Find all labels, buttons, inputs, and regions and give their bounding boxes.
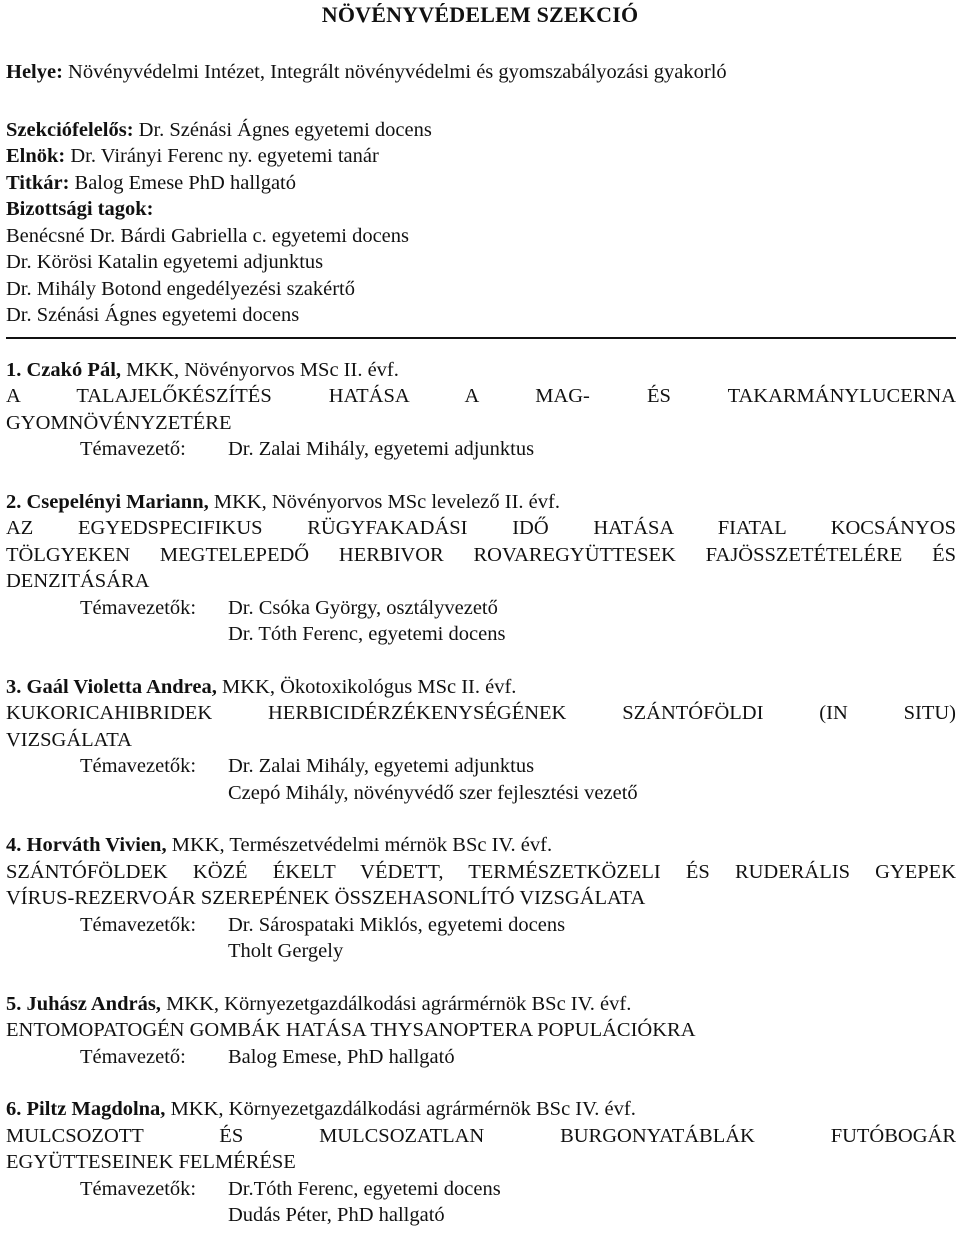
supervisor-name: Dr.Tóth Ferenc, egyetemi docens [228, 1177, 501, 1200]
supervisor-line [6, 1176, 954, 1203]
presentation-entry [6, 489, 954, 648]
supervisor-label: Témavezető: [80, 438, 186, 460]
presentation-list [6, 339, 954, 1229]
supervisor-name: Dr. Zalai Mihály, egyetemi adjunktus [228, 438, 535, 460]
presenter-name: 3. Gaál Violetta Andrea, [6, 675, 217, 698]
presentation-title-line: TÖLGYEKEN MEGTELEPEDŐ HERBIVOR ROVAREGYÜTTESEK FAJÖSSZETÉTELÉRE ÉS [6, 543, 956, 566]
committee-member: Dr. Szénási Ágnes egyetemi docens [6, 304, 300, 326]
supervisor-line [6, 595, 954, 622]
supervisor-line [6, 436, 954, 463]
presenter-line [6, 991, 954, 1018]
presenter-line [6, 1096, 954, 1123]
supervisor-name: Dr. Tóth Ferenc, egyetemi docens [228, 623, 506, 645]
presentation-title-line: A TALAJELŐKÉSZÍTÉS HATÁSA A MAG- ÉS TAKARMÁNYLUCERNA [6, 385, 956, 407]
supervisor-name: Czepó Mihály, növényvédő szer fejlesztési vezető [228, 781, 638, 804]
presenter-name: 1. Czakó Pál, [6, 358, 122, 381]
supervisor-label: Témavezetők: [80, 913, 197, 936]
presenter-details: MKK, Ökotoxikológus MSc II. évf. [216, 675, 517, 698]
presenter-line [6, 489, 954, 516]
supervisor-label: Témavezetők: [80, 755, 197, 777]
venue-value: Növényvédelmi Intézet, Integrált növényvédelmi és gyomszabályozási gyakorló [62, 61, 727, 83]
presenter-details: MKK, Növényorvos MSc levelező II. évf. [208, 490, 560, 513]
presentation-title-line: GYOMNÖVÉNYZETÉRE [6, 411, 232, 434]
supervisor-label: Témavezetők: [80, 596, 197, 619]
presentation-entry [6, 832, 954, 965]
committee-member: Benécsné Dr. Bárdi Gabriella c. egyetemi docens [6, 224, 410, 247]
supervisor-line [6, 1044, 954, 1071]
members-label: Bizottsági tagok: [6, 198, 154, 220]
presentation-title-line: VIZSGÁLATA [6, 728, 132, 751]
supervisor-name: Dr. Sárospataki Miklós, egyetemi docens [228, 913, 566, 936]
presentation-title-line: KUKORICAHIBRIDEK HERBICIDÉRZÉKENYSÉGÉNEK SZÁNTÓFÖLDI (IN SITU) [6, 702, 956, 724]
presenter-line [6, 832, 954, 859]
chair-value: Dr. Virányi Ferenc ny. egyetemi tanár [65, 145, 379, 167]
responsible-line [6, 117, 954, 144]
presenter-line [6, 357, 954, 384]
supervisor-line [6, 912, 954, 939]
supervisor-line [6, 753, 954, 780]
presentation-title-line: ENTOMOPATOGÉN GOMBÁK HATÁSA THYSANOPTERA POPULÁCIÓKRA [6, 1019, 696, 1041]
secretary-label: Titkár: [6, 171, 70, 194]
presenter-details: MKK, Környezetgazdálkodási agrármérnök BSc IV. évf. [165, 1098, 636, 1120]
committee-member: Dr. Mihály Botond engedélyezési szakértő [6, 277, 355, 300]
secretary-value: Balog Emese PhD hallgató [69, 171, 297, 194]
presentation-entry [6, 991, 954, 1071]
presenter-name: 5. Juhász András, [6, 992, 161, 1015]
presentation-entry [6, 674, 954, 807]
presentation-title-line: DENZITÁSÁRA [6, 570, 150, 592]
venue-line [6, 59, 954, 86]
presentation-entry [6, 1096, 954, 1229]
supervisor-name: Balog Emese, PhD hallgató [228, 1045, 455, 1068]
presenter-name: 2. Csepelényi Mariann, [6, 490, 209, 513]
venue-label: Helye: [6, 61, 63, 83]
secretary-line [6, 170, 954, 197]
presenter-name: 6. Piltz Magdolna, [6, 1098, 166, 1120]
chair-label: Elnök: [6, 145, 66, 167]
responsible-value: Dr. Szénási Ágnes egyetemi docens [133, 118, 432, 141]
presentation-title-line: VÍRUS-REZERVOÁR SZEREPÉNEK ÖSSZEHASONLÍTÓ VIZSGÁLATA [6, 887, 646, 909]
section-heading: NÖVÉNYVÉDELEM SZEKCIÓ [321, 2, 639, 27]
committee-member: Dr. Körösi Katalin egyetemi adjunktus [6, 251, 324, 273]
responsible-label: Szekciófelelős: [6, 118, 134, 141]
presentation-title-line: EGYÜTTESEINEK FELMÉRÉSE [6, 1151, 296, 1173]
presenter-details: MKK, Növényorvos MSc II. évf. [121, 358, 399, 381]
presenter-details: MKK, Környezetgazdálkodási agrármérnök BSc IV. évf. [160, 992, 632, 1015]
supervisor-name: Tholt Gergely [228, 940, 344, 962]
presenter-name: 4. Horváth Vivien, [6, 834, 167, 856]
supervisor-name: Dr. Zalai Mihály, egyetemi adjunktus [228, 755, 535, 777]
supervisor-name: Dudás Péter, PhD hallgató [228, 1204, 445, 1226]
presentation-entry [6, 357, 954, 463]
presentation-title-line: MULCSOZOTT ÉS MULCSOZATLAN BURGONYATÁBLÁK FUTÓBOGÁR [6, 1124, 956, 1147]
presentation-title-line: SZÁNTÓFÖLDEK KÖZÉ ÉKELT VÉDETT, TERMÉSZETKÖZELI ÉS RUDERÁLIS GYEPEK [6, 860, 956, 883]
chair-line [6, 143, 954, 170]
supervisor-label: Témavezetők: [80, 1177, 197, 1200]
presenter-line [6, 674, 954, 701]
presentation-title-line: AZ EGYEDSPECIFIKUS RÜGYFAKADÁSI IDŐ HATÁSA FIATAL KOCSÁNYOS [6, 517, 956, 539]
supervisor-name: Dr. Csóka György, osztályvezető [228, 596, 498, 619]
presenter-details: MKK, Természetvédelmi mérnök BSc IV. évf. [166, 834, 553, 856]
supervisor-label: Témavezető: [80, 1045, 186, 1068]
